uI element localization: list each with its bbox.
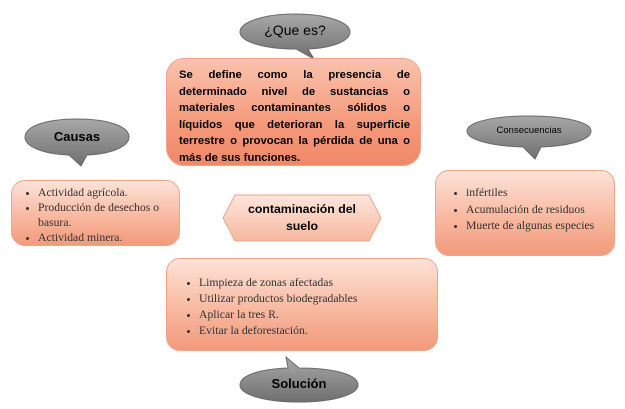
causas-title: Causas bbox=[53, 129, 101, 144]
consecuencias-list bbox=[448, 185, 604, 235]
solucion-list bbox=[181, 275, 427, 339]
consecuencias-item: • infértiles bbox=[466, 185, 604, 202]
definition-text: Se define como la presencia de determinado nivel de sustancias o materiales contaminantes sólidos o líquidos que deterioran la superficie terrestre o provocan la pérdida de una o más de sus funciones. bbox=[179, 69, 410, 164]
definition-box bbox=[166, 58, 421, 166]
solucion-item: • Limpieza de zonas afectadas bbox=[199, 275, 427, 291]
consecuencias-item: • Muerte de algunas especies bbox=[466, 218, 604, 235]
consecuencias-callout bbox=[465, 114, 593, 160]
consecuencias-title: Consecuencias bbox=[496, 125, 562, 136]
causas-box bbox=[11, 180, 180, 246]
causas-list bbox=[20, 185, 173, 245]
causas-item: • Actividad minera. bbox=[38, 230, 173, 245]
solucion-box bbox=[166, 258, 438, 351]
consecuencias-item: • Acumulación de residuos bbox=[466, 202, 604, 219]
causas-item: • Producción de desechos o basura. bbox=[38, 200, 173, 230]
consecuencias-box bbox=[435, 170, 615, 256]
consecuencias-callout-shape bbox=[465, 114, 593, 160]
solucion-callout bbox=[238, 356, 360, 404]
causas-callout bbox=[23, 117, 131, 167]
center-title: contaminación del suelo bbox=[248, 202, 356, 233]
solucion-item: • Evitar la deforestación. bbox=[199, 323, 427, 339]
solucion-item: • Utilizar productos biodegradables bbox=[199, 291, 427, 307]
solucion-title: Solución bbox=[271, 376, 327, 391]
solucion-item: • Aplicar la tres R. bbox=[199, 307, 427, 323]
que-es-title: ¿Que es? bbox=[264, 22, 326, 38]
center-topic bbox=[222, 194, 382, 242]
que-es-callout bbox=[238, 12, 352, 60]
causas-item: • Actividad agrícola. bbox=[38, 185, 173, 200]
